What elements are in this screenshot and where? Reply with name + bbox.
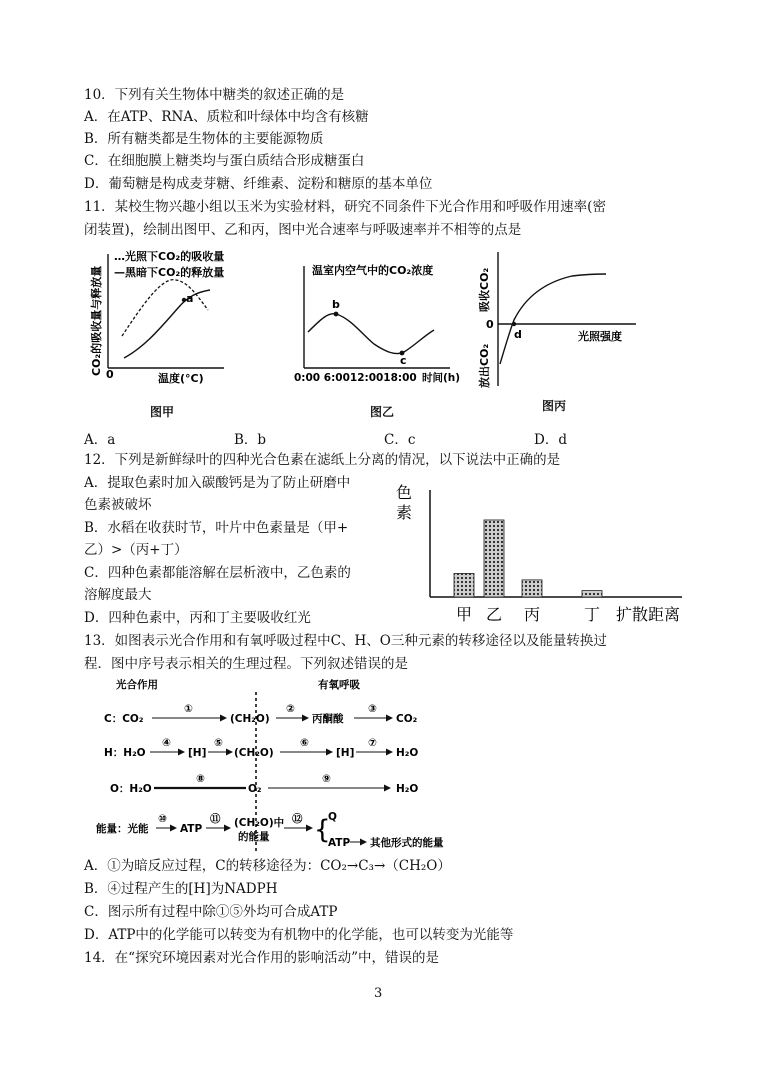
q13-option-a: A．①为暗反应过程，C的转移途径为：CO₂→C₃→（CH₂O） [84,858,451,874]
svg-text:H₂O: H₂O [396,747,419,759]
q14-stem: 14．在“探究环境因素对光合作用的影响活动”中，错误的是 [84,950,439,966]
q13-stem-line2: 程．图中序号表示相关的生理过程。下列叙述错误的是 [84,656,408,672]
svg-text:⑧: ⑧ [196,773,205,785]
bing-y-label-release: 放出CO₂ [478,343,491,388]
q13-option-b: B．④过程产生的[H]为NADPH [84,881,278,897]
yi-x-axis-label: 时间(h) [422,372,461,384]
q13-option-c: C．图示所有过程中除①⑤外均可合成ATP [84,904,338,920]
q11-stem-line2: 闭装置)，绘制出图甲、乙和丙，图中光合速率与呼吸速率并不相等的点是 [84,222,522,238]
q10-option-a: A．在ATP、RNA、质粒和叶绿体中均含有核糖 [84,109,369,125]
svg-text:⑫: ⑫ [292,813,303,825]
q12-option-b-line1: B．水稻在收获时节，叶片中色素量是（甲+ [84,520,349,536]
q13-option-d: D．ATP中的化学能可以转变为有机物中的化学能，也可以转变为光能等 [84,927,514,943]
c-row-start: C：CO₂ [104,713,144,725]
bing-curve [500,274,606,364]
svg-text:(CH₂O)中: (CH₂O)中 [234,817,285,829]
jia-point-a-label: a [186,292,194,305]
pigment-chart-x-label: 扩散距离 [616,605,681,624]
jia-legend-dark: —黑暗下CO₂的释放量 [114,266,225,279]
pigment-label-1: 甲 [455,605,473,624]
yi-point-b-label: b [332,298,340,311]
element-transfer-diagram [96,676,456,854]
jia-caption: 图甲 [150,405,175,419]
q12-option-c-line1: C．四种色素都能溶解在层析液中，乙色素的 [84,565,351,581]
q11-option-a: A．a [84,432,116,448]
pigment-label-2: 乙 [485,605,503,624]
figure-jia [84,246,284,396]
svg-text:(CH₂O): (CH₂O) [230,713,270,725]
figure-bing [474,246,674,396]
yi-co2-curve [308,314,434,354]
q12-option-a-line1: A．提取色素时加入碳酸钙是为了防止研磨中 [84,475,351,491]
svg-text:⑩: ⑩ [158,813,167,825]
figure-yi [290,260,480,385]
pigment-bar-4 [582,591,602,597]
yi-title: 温室内空气中的CO₂浓度 [312,264,434,277]
diagram-respiration-label: 有氧呼吸 [318,679,360,691]
pigment-chart-y-label-1: 色 [396,483,413,502]
jia-origin: 0 [106,368,114,381]
pigment-chart [392,476,692,626]
svg-text:⑤: ⑤ [214,737,223,749]
bing-x-axis-label: 光照强度 [578,330,622,343]
bing-y-label-absorb: 吸收CO₂ [478,267,491,312]
bing-origin: 0 [486,318,494,331]
q10-option-b: B．所有糖类都是生物体的主要能源物质 [84,131,324,147]
yi-x-ticks: 0:00 6:0012:0018:00 [294,372,417,384]
q10-option-c: C．在细胞膜上糖类均与蛋白质结合形成糖蛋白 [84,153,365,169]
svg-text:[H]: [H] [188,747,207,759]
q12-option-c-line2: 溶解度最大 [84,587,152,603]
pigment-label-4: 丁 [583,605,601,624]
page-number: 3 [374,986,383,1001]
svg-text:①: ① [184,703,193,715]
pigment-bar-1 [454,573,474,597]
q11-option-d: D．d [534,432,567,448]
jia-light-curve [122,280,208,336]
yi-point-b [334,312,339,317]
svg-text:Q: Q [328,811,337,823]
q11-option-c: C．c [384,432,416,448]
q10-option-d: D．葡萄糖是构成麦芽糖、纤维素、淀粉和糖原的基本单位 [84,176,433,192]
o-row-start: O：H₂O [110,783,152,795]
bing-caption: 图丙 [542,399,567,413]
svg-text:⑪: ⑪ [210,813,221,825]
q12-option-b-line2: 乙）>（丙+丁） [84,542,188,558]
bing-point-d [512,322,516,326]
svg-text:⑦: ⑦ [368,737,377,749]
svg-text:的能量: 的能量 [238,831,270,843]
svg-text:ATP: ATP [180,823,203,835]
yi-caption: 图乙 [370,405,395,419]
svg-text:O₂: O₂ [248,783,262,795]
svg-text:③: ③ [368,703,377,715]
pigment-bar-2 [484,520,504,597]
jia-y-axis-label: CO₂的吸收量与释放量 [90,265,103,376]
jia-legend-light: …光照下CO₂的吸收量 [114,250,225,263]
svg-text:⑨: ⑨ [322,773,331,785]
svg-text:[H]: [H] [336,747,355,759]
svg-text:(CH₂O): (CH₂O) [234,747,274,759]
svg-text:丙酮酸: 丙酮酸 [312,713,344,725]
q12-option-d: D．四种色素中，丙和丁主要吸收红光 [84,610,311,626]
q12-option-a-line2: 色素被破坏 [84,497,152,513]
h-row-start: H：H₂O [104,747,146,759]
q13-stem-line1: 13．如图表示光合作用和有氧呼吸过程中C、H、O三种元素的转移途径以及能量转换过 [84,633,607,649]
yi-point-c-label: c [400,354,407,367]
svg-text:CO₂: CO₂ [396,713,418,725]
q11-option-b: B．b [234,432,267,448]
pigment-chart-y-label-2: 素 [396,503,413,522]
svg-text:{: { [314,815,331,845]
jia-x-axis-label: 温度(°C) [158,372,204,385]
q11-stem-line1: 11．某校生物兴趣小组以玉米为实验材料，研究不同条件下光合作用和呼吸作用速率(密 [84,199,606,215]
pigment-bar-3 [522,580,542,597]
svg-text:④: ④ [162,737,171,749]
diagram-photosynthesis-label: 光合作用 [116,679,158,691]
jia-dark-curve [124,290,210,358]
energy-row-start: 能量：光能 [96,823,149,835]
q10-stem: 10．下列有关生物体中糖类的叙述正确的是 [84,87,345,103]
pigment-label-3: 丙 [523,605,541,624]
svg-text:②: ② [286,703,295,715]
svg-text:ATP: ATP [328,837,351,849]
bing-point-d-label: d [514,328,522,341]
svg-text:H₂O: H₂O [396,783,419,795]
svg-text:⑥: ⑥ [300,737,309,749]
svg-text:其他形式的能量: 其他形式的能量 [370,837,444,849]
q12-stem: 12．下列是新鲜绿叶的四种光合色素在滤纸上分离的情况，以下说法中正确的是 [84,452,561,468]
